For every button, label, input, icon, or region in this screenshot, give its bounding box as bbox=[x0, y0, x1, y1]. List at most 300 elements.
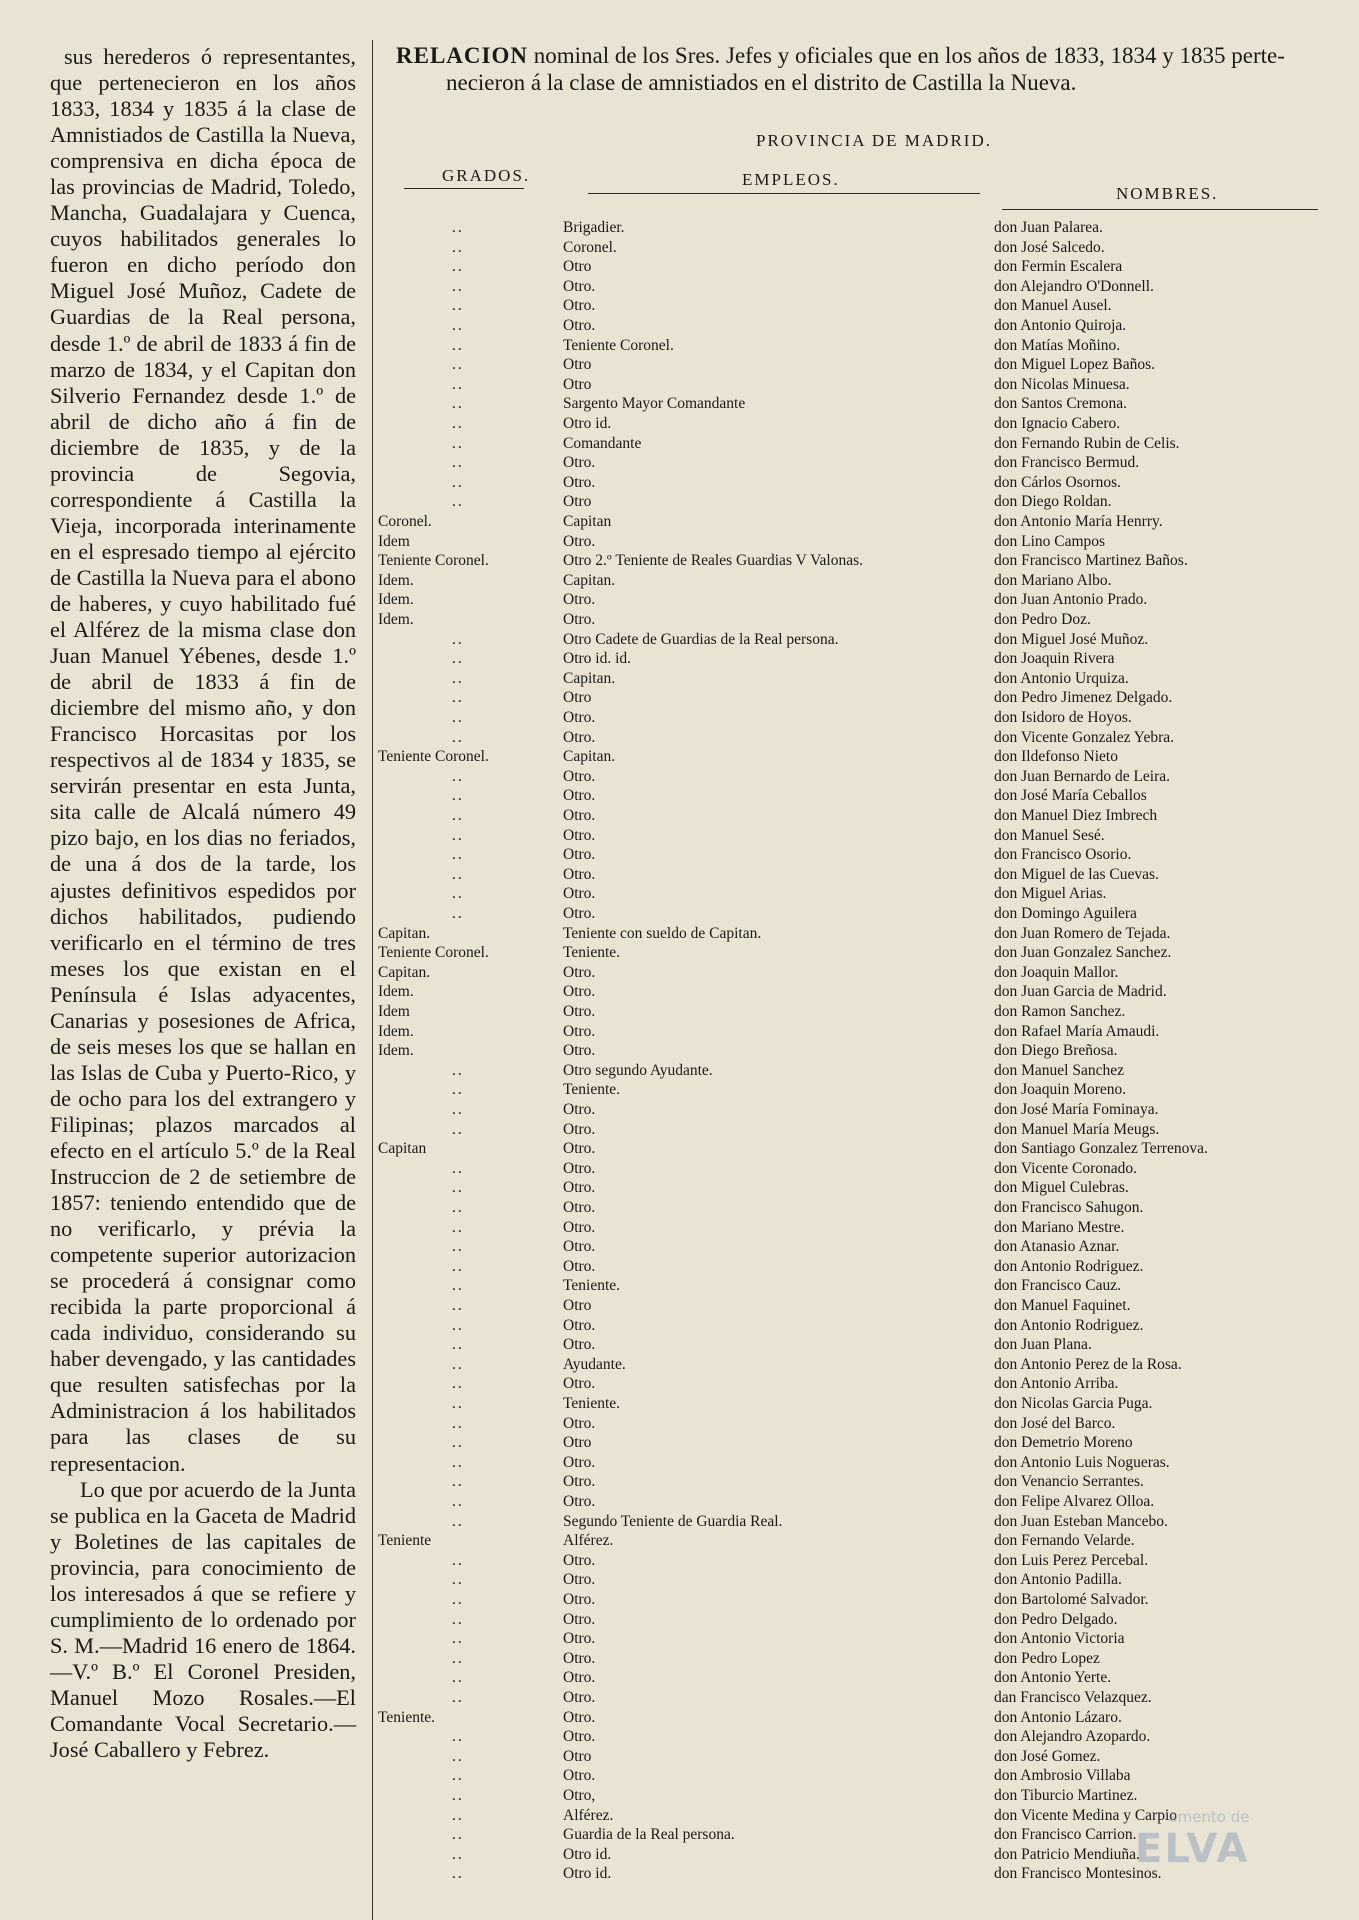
empleo-cell: Otro. bbox=[563, 1238, 596, 1256]
table-row bbox=[0, 1570, 1359, 1590]
ditto-mark: .. bbox=[452, 669, 464, 687]
grado-cell: Idem. bbox=[378, 591, 414, 609]
nombre-cell: don Juan Esteban Mancebo. bbox=[994, 1512, 1168, 1530]
table-row bbox=[0, 786, 1359, 806]
empleo-cell: Otro bbox=[563, 375, 592, 393]
empleo-cell: Otro bbox=[563, 1434, 592, 1452]
empleo-cell: Otro bbox=[563, 356, 592, 374]
ditto-mark: .. bbox=[452, 1551, 464, 1569]
ditto-mark: .. bbox=[452, 454, 464, 472]
header-line-1 bbox=[396, 42, 1326, 69]
table-row bbox=[0, 1041, 1359, 1061]
ditto-mark: .. bbox=[452, 885, 464, 903]
table-row bbox=[0, 434, 1359, 454]
empleo-cell: Capitan. bbox=[563, 571, 616, 589]
empleo-cell: Otro. bbox=[563, 1140, 596, 1158]
nombre-cell: don Ignacio Cabero. bbox=[994, 415, 1121, 432]
table-row bbox=[0, 1237, 1359, 1257]
ditto-mark: .. bbox=[452, 709, 464, 726]
ditto-mark: .. bbox=[452, 356, 464, 374]
empleo-cell: Otro. bbox=[563, 1316, 596, 1334]
table-row bbox=[0, 1080, 1359, 1100]
grado-cell: Coronel. bbox=[378, 513, 432, 530]
nombre-cell: don Francisco Martinez Baños. bbox=[994, 552, 1188, 570]
table-row bbox=[0, 1276, 1359, 1296]
nombre-cell: don Antonio Lázaro. bbox=[994, 1708, 1122, 1726]
nombre-cell: don Rafael María Amaudi. bbox=[994, 1022, 1160, 1040]
ditto-mark: .. bbox=[452, 336, 464, 354]
empleo-cell: Otro. bbox=[563, 807, 596, 824]
table-row bbox=[0, 1590, 1359, 1610]
nombre-cell: don Ildefonso Nieto bbox=[994, 748, 1118, 766]
ditto-mark: .. bbox=[452, 1316, 464, 1334]
ditto-mark: .. bbox=[452, 1610, 464, 1628]
empleo-cell: Otro. bbox=[563, 317, 596, 334]
empleo-cell: Otro. bbox=[563, 297, 596, 315]
ditto-mark: .. bbox=[452, 1845, 464, 1863]
table-row bbox=[0, 492, 1359, 512]
table-row bbox=[0, 1316, 1359, 1336]
ditto-mark: .. bbox=[452, 1689, 464, 1706]
table-row bbox=[0, 649, 1359, 669]
table-row bbox=[0, 316, 1359, 336]
nombre-cell: don Mariano Albo. bbox=[994, 571, 1112, 589]
ditto-mark: .. bbox=[452, 375, 464, 393]
grado-cell: Capitan. bbox=[378, 924, 431, 942]
empleo-cell: Otro. bbox=[563, 1728, 596, 1746]
watermark-text-small: amento de bbox=[1168, 1808, 1250, 1826]
ditto-mark: .. bbox=[452, 1277, 464, 1295]
nombre-cell: don Miguel de las Cuevas. bbox=[994, 865, 1159, 883]
table-row bbox=[0, 1708, 1359, 1728]
ditto-mark: .. bbox=[452, 1473, 464, 1491]
empleo-cell: Otro bbox=[563, 493, 592, 511]
empleo-cell: Otro. bbox=[563, 1375, 596, 1393]
empleo-cell: Otro. bbox=[563, 473, 596, 491]
table-row bbox=[0, 1355, 1359, 1375]
notice-paragraph-1: sus herederos ó representantes, que pertenecieron en los años 1833, 1834 y 1835 á la clase de Amnistiados de Castilla la Nueva, comprensiva en dicha época de las provincias de Madrid, Toledo, Mancha, Guadalajara y Cuenca, cuyos habilitados generales lo fueron en dicho período don Miguel José Muñoz, Cadete de Guardias de la Real persona, desde 1.º de abril de 1833 á fin de marzo de 1834, y el Capitan don Silverio Fernandez desde 1.º de abril de dicho año á fin de diciembre de 1835, y de la provincia de Segovia, correspondiente á Castilla la Vieja, incorporada interinamente en el espresado tiempo al ejército de Castilla la Nueva para el abono de haberes, y cuyo habilitado fué el Alférez de la misma clase don Juan Manuel Yébenes, desde 1.º de abril de 1833 á fin de diciembre del mismo año, y don Francisco Horcasitas por los respectivos al de 1834 y 1835, se servirán presentar en esta Junta, sita calle de Alcalá número 49 pizo bajo, en los dias no feriados, de una á dos de la tarde, los ajustes definitivos espedidos por dichos habilitados, pudiendo verificarlo en el término de tres meses los que existan en el Península é Islas adyacentes, Canarias y posesiones de Africa, de seis meses los que se hallan en las Islas de Cuba y Puerto-Rico, y de ocho para los del extrangero y Filipinas; plazos marcados al efecto en el artículo 5.º de la Real Instruccion de 2 de setiembre de 1857: teniendo entendido que de no verificarlo, y prévia la competente superior autorizacion se procederá á consignar como recibida la parte proporcional á cada individuo, considerando su haber devengado, y las cantidades que resulten satisfechas por la Administracion á los habilitados para las clases de su representacion. bbox=[50, 44, 356, 1476]
empleo-cell: Otro id. bbox=[563, 1865, 612, 1883]
table-row bbox=[0, 1433, 1359, 1453]
table-row bbox=[0, 375, 1359, 395]
nombre-cell: don Miguel Arias. bbox=[994, 885, 1107, 903]
province-title: PROVINCIA DE MADRID. bbox=[756, 131, 992, 150]
nombre-cell: don Diego Roldan. bbox=[994, 493, 1112, 511]
nombre-cell: don Francisco Osorio. bbox=[994, 846, 1132, 864]
table-row bbox=[0, 708, 1359, 728]
ditto-mark: .. bbox=[452, 1493, 464, 1510]
nombre-cell: don Miguel Culebras. bbox=[994, 1179, 1129, 1197]
empleo-cell: Otro. bbox=[563, 1473, 596, 1491]
ditto-mark: .. bbox=[452, 1395, 464, 1412]
nombre-cell: don Ambrosio Villaba bbox=[994, 1767, 1131, 1785]
grado-cell: Idem. bbox=[378, 1042, 414, 1060]
table-row bbox=[0, 669, 1359, 689]
grado-cell: Teniente Coronel. bbox=[378, 944, 489, 962]
empleo-cell: Otro bbox=[563, 1747, 592, 1765]
empleo-cell: Otro. bbox=[563, 1003, 596, 1020]
nombre-cell: don Santos Cremona. bbox=[994, 395, 1128, 413]
nombre-cell: don Juan Gonzalez Sanchez. bbox=[994, 944, 1172, 962]
nombre-cell: don Manuel María Meugs. bbox=[994, 1120, 1160, 1138]
nombre-cell: don Nicolas Garcia Puga. bbox=[994, 1395, 1153, 1412]
table-row bbox=[0, 845, 1359, 865]
table-row bbox=[0, 1668, 1359, 1688]
empleo-cell: Otro. bbox=[563, 1708, 596, 1726]
ditto-mark: .. bbox=[452, 787, 464, 805]
nombre-cell: don Pedro Doz. bbox=[994, 611, 1091, 628]
nombre-cell: don Demetrio Moreno bbox=[994, 1434, 1133, 1452]
table-row bbox=[0, 532, 1359, 552]
table-row bbox=[0, 924, 1359, 944]
grado-cell: Capitan bbox=[378, 1140, 427, 1158]
ditto-mark: .. bbox=[452, 1865, 464, 1883]
grado-cell: Teniente bbox=[378, 1532, 432, 1550]
table-row bbox=[0, 728, 1359, 748]
empleo-cell: Otro. bbox=[563, 1199, 596, 1216]
ditto-mark: .. bbox=[452, 807, 464, 824]
ditto-mark: .. bbox=[452, 865, 464, 883]
ditto-mark: .. bbox=[452, 1199, 464, 1216]
empleo-cell: Otro. bbox=[563, 709, 596, 726]
table-row bbox=[0, 394, 1359, 414]
nombre-cell: don Manuel Faquinet. bbox=[994, 1297, 1131, 1314]
nombre-cell: don Alejandro Azopardo. bbox=[994, 1728, 1151, 1746]
ditto-mark: .. bbox=[452, 1787, 464, 1804]
nombre-cell: don Tiburcio Martinez. bbox=[994, 1787, 1138, 1804]
table-row bbox=[0, 238, 1359, 258]
ditto-mark: .. bbox=[452, 473, 464, 491]
table-row bbox=[0, 747, 1359, 767]
table-row bbox=[0, 630, 1359, 650]
nombre-cell: don Miguel Lopez Baños. bbox=[994, 356, 1156, 374]
ditto-mark: .. bbox=[452, 1120, 464, 1138]
empleo-cell: Otro segundo Ayudante. bbox=[563, 1061, 713, 1079]
table-row bbox=[0, 512, 1359, 532]
empleo-cell: Otro bbox=[563, 1297, 592, 1314]
empleo-cell: Teniente. bbox=[563, 1395, 621, 1412]
ditto-mark: .. bbox=[452, 689, 464, 707]
nombre-cell: don Pedro Lopez bbox=[994, 1649, 1100, 1667]
nombre-cell: don Francisco Montesinos. bbox=[994, 1865, 1162, 1883]
empleo-cell: Teniente Coronel. bbox=[563, 336, 674, 354]
table-row bbox=[0, 1629, 1359, 1649]
grado-cell: Teniente Coronel. bbox=[378, 748, 489, 766]
nombre-cell: don Antonio Rodriguez. bbox=[994, 1257, 1144, 1275]
table-row bbox=[0, 296, 1359, 316]
nombre-cell: don Antonio Victoria bbox=[994, 1630, 1125, 1648]
table-row bbox=[0, 355, 1359, 375]
empleo-cell: Guardia de la Real persona. bbox=[563, 1826, 735, 1844]
archive-watermark bbox=[1135, 1808, 1250, 1872]
table-row bbox=[0, 1531, 1359, 1551]
empleo-cell: Otro. bbox=[563, 728, 596, 746]
ditto-mark: .. bbox=[452, 826, 464, 844]
nombre-cell: don Vicente Gonzalez Yebra. bbox=[994, 728, 1174, 746]
empleo-cell: Otro. bbox=[563, 1257, 596, 1275]
ditto-mark: .. bbox=[452, 728, 464, 746]
empleo-cell: Otro. bbox=[563, 1120, 596, 1138]
col-rule-empleos bbox=[588, 193, 980, 194]
empleo-cell: Otro. bbox=[563, 1101, 596, 1118]
header-lead: RELACION bbox=[396, 43, 528, 68]
nombre-cell: don Joaquin Mallor. bbox=[994, 963, 1119, 981]
ditto-mark: .. bbox=[452, 1728, 464, 1746]
empleo-cell: Otro. bbox=[563, 1159, 596, 1177]
table-row bbox=[0, 1727, 1359, 1747]
ditto-mark: .. bbox=[452, 277, 464, 295]
ditto-mark: .. bbox=[452, 1630, 464, 1648]
col-header-empleos: EMPLEOS. bbox=[742, 170, 840, 189]
ditto-mark: .. bbox=[452, 317, 464, 334]
nombre-cell: don José María Ceballos bbox=[994, 787, 1147, 805]
nombre-cell: don Manuel Sanchez bbox=[994, 1061, 1124, 1079]
empleo-cell: Otro. bbox=[563, 826, 596, 844]
empleo-cell: Otro bbox=[563, 689, 592, 707]
table-row bbox=[0, 414, 1359, 434]
nombre-cell: don Diego Breñosa. bbox=[994, 1042, 1118, 1060]
col-header-grados: GRADOS. bbox=[442, 166, 531, 185]
table-row bbox=[0, 1551, 1359, 1571]
empleo-cell: Otro. bbox=[563, 1689, 596, 1706]
nombre-cell: don Juan Palarea. bbox=[994, 219, 1103, 236]
nombre-cell: don Santiago Gonzalez Terrenova. bbox=[994, 1140, 1208, 1158]
table-row bbox=[0, 1159, 1359, 1179]
table-row bbox=[0, 1610, 1359, 1630]
empleo-cell: Capitan. bbox=[563, 748, 616, 766]
list-header bbox=[396, 42, 1326, 96]
empleo-cell: Otro. bbox=[563, 767, 596, 785]
nombre-cell: don Venancio Serrantes. bbox=[994, 1473, 1144, 1491]
empleo-cell: Otro. bbox=[563, 532, 596, 550]
table-row bbox=[0, 1120, 1359, 1140]
ditto-mark: .. bbox=[452, 630, 464, 648]
nombre-cell: don Antonio Urquiza. bbox=[994, 669, 1129, 687]
notice-paragraph-2: Lo que por acuerdo de la Junta se publica en la Gaceta de Madrid y Boletines de las capitales de provincia, para conocimiento de los interesados á que se refiere y cumplimiento de lo ordenado por S. M.—Madrid 16 enero de 1864.—V.º B.º El Coronel Presiden, Manuel Mozo Rosales.—El Comandante Vocal Secretario.—José Caballero y Febrez. bbox=[50, 1476, 356, 1763]
empleo-cell: Otro. bbox=[563, 963, 596, 981]
ditto-mark: .. bbox=[452, 1336, 464, 1354]
nombre-cell: don José María Fominaya. bbox=[994, 1101, 1159, 1118]
empleo-cell: Sargento Mayor Comandante bbox=[563, 395, 746, 413]
empleo-cell: Otro Cadete de Guardias de la Real persona. bbox=[563, 630, 839, 648]
empleo-cell: Teniente. bbox=[563, 1277, 621, 1295]
nombre-cell: don Fermin Escalera bbox=[994, 258, 1123, 276]
empleo-cell: Teniente. bbox=[563, 944, 621, 962]
ditto-mark: .. bbox=[452, 767, 464, 785]
grado-cell: Idem. bbox=[378, 571, 414, 589]
table-row bbox=[0, 590, 1359, 610]
table-row bbox=[0, 1257, 1359, 1277]
nombre-cell: don Fernando Rubin de Celis. bbox=[994, 434, 1180, 452]
nombre-cell: don Antonio Rodriguez. bbox=[994, 1316, 1144, 1334]
table-row bbox=[0, 1296, 1359, 1316]
nombre-cell: don Miguel José Muñoz. bbox=[994, 630, 1149, 648]
table-row bbox=[0, 1492, 1359, 1512]
table-row bbox=[0, 1688, 1359, 1708]
grado-cell: Teniente Coronel. bbox=[378, 552, 489, 570]
empleo-cell: Otro. bbox=[563, 905, 596, 922]
nombre-cell: don Lino Campos bbox=[994, 532, 1106, 550]
empleo-cell: Capitan bbox=[563, 513, 612, 530]
ditto-mark: .. bbox=[452, 434, 464, 452]
table-row bbox=[0, 571, 1359, 591]
nombre-cell: don Luis Perez Percebal. bbox=[994, 1551, 1149, 1569]
nombre-cell: don Bartolomé Salvador. bbox=[994, 1591, 1149, 1608]
nombre-cell: don José Salcedo. bbox=[994, 238, 1105, 256]
empleo-cell: Otro. bbox=[563, 1493, 596, 1510]
ditto-mark: .. bbox=[452, 1453, 464, 1471]
table-row bbox=[0, 1335, 1359, 1355]
ditto-mark: .. bbox=[452, 1101, 464, 1118]
nombre-cell: don Isidoro de Hoyos. bbox=[994, 709, 1132, 726]
empleo-cell: Otro. bbox=[563, 1591, 596, 1608]
ditto-mark: .. bbox=[452, 1375, 464, 1393]
grado-cell: Idem. bbox=[378, 611, 414, 628]
nombre-cell: don Francisco Cauz. bbox=[994, 1277, 1121, 1295]
empleo-cell: Otro. bbox=[563, 1669, 596, 1687]
table-row bbox=[0, 1512, 1359, 1532]
table-row bbox=[0, 257, 1359, 277]
empleo-cell: Alférez. bbox=[563, 1806, 614, 1824]
table-row bbox=[0, 277, 1359, 297]
empleo-cell: Otro id. id. bbox=[563, 650, 632, 668]
ditto-mark: .. bbox=[452, 1591, 464, 1608]
table-row bbox=[0, 1453, 1359, 1473]
nombre-cell: don Atanasio Aznar. bbox=[994, 1238, 1120, 1256]
nombre-cell: don Alejandro O'Donnell. bbox=[994, 277, 1154, 295]
table-row bbox=[0, 943, 1359, 963]
table-row bbox=[0, 904, 1359, 924]
empleo-cell: Otro. bbox=[563, 1042, 596, 1060]
empleo-cell: Otro. bbox=[563, 1022, 596, 1040]
nombre-cell: don Francisco Sahugon. bbox=[994, 1199, 1144, 1216]
empleo-cell: Otro. bbox=[563, 611, 596, 628]
nombre-cell: don Antonio Quiroja. bbox=[994, 317, 1127, 334]
empleo-cell: Otro. bbox=[563, 1610, 596, 1628]
table-row bbox=[0, 473, 1359, 493]
nombre-cell: don Fernando Velarde. bbox=[994, 1532, 1135, 1550]
empleo-cell: Otro. bbox=[563, 1551, 596, 1569]
table-row bbox=[0, 1394, 1359, 1414]
nombre-cell: don Francisco Carrion. bbox=[994, 1826, 1137, 1844]
ditto-mark: .. bbox=[452, 1355, 464, 1373]
nombre-cell: don Vicente Coronado. bbox=[994, 1159, 1137, 1177]
ditto-mark: .. bbox=[452, 395, 464, 413]
table-row bbox=[0, 767, 1359, 787]
table-row bbox=[0, 806, 1359, 826]
nombre-cell: don Juan Plana. bbox=[994, 1336, 1092, 1354]
empleo-cell: Otro id. bbox=[563, 1845, 612, 1863]
nombre-cell: don Manuel Sesé. bbox=[994, 826, 1105, 844]
table-row bbox=[0, 453, 1359, 473]
table-row bbox=[0, 1178, 1359, 1198]
empleo-cell: Otro. bbox=[563, 454, 596, 472]
table-row bbox=[0, 1061, 1359, 1081]
nombre-cell: don Mariano Mestre. bbox=[994, 1218, 1125, 1236]
table-row bbox=[0, 336, 1359, 356]
nombre-cell: don Manuel Diez Imbrech bbox=[994, 807, 1158, 824]
ditto-mark: .. bbox=[452, 1571, 464, 1589]
nombre-cell: don Juan Garcia de Madrid. bbox=[994, 983, 1167, 1001]
ditto-mark: .. bbox=[452, 1061, 464, 1079]
table-row bbox=[0, 1022, 1359, 1042]
nombre-cell: don Juan Antonio Prado. bbox=[994, 591, 1148, 609]
ditto-mark: .. bbox=[452, 1297, 464, 1314]
nombre-cell: don Patricio Mendiuña. bbox=[994, 1845, 1140, 1863]
ditto-mark: .. bbox=[452, 1767, 464, 1785]
ditto-mark: .. bbox=[452, 1238, 464, 1256]
empleo-cell: Teniente con sueldo de Capitan. bbox=[563, 924, 762, 942]
ditto-mark: .. bbox=[452, 1434, 464, 1452]
nombre-cell: don Joaquin Rivera bbox=[994, 650, 1115, 668]
ditto-mark: .. bbox=[452, 846, 464, 864]
col-rule-nombres bbox=[1002, 209, 1318, 210]
ditto-mark: .. bbox=[452, 1414, 464, 1432]
ditto-mark: .. bbox=[452, 1649, 464, 1667]
header-line-2: necieron á la clase de amnistiados en el distrito de Castilla la Nueva. bbox=[446, 70, 1077, 95]
table-row bbox=[0, 551, 1359, 571]
ditto-mark: .. bbox=[452, 1669, 464, 1687]
empleo-cell: Otro. bbox=[563, 277, 596, 295]
nombre-cell: don Manuel Ausel. bbox=[994, 297, 1112, 315]
table-row bbox=[0, 218, 1359, 238]
nombre-cell: don Antonio Arriba. bbox=[994, 1375, 1119, 1393]
empleo-cell: Otro 2.º Teniente de Reales Guardias V Valonas. bbox=[563, 552, 864, 570]
col-header-nombres: NOMBRES. bbox=[1116, 184, 1219, 203]
grado-cell: Teniente. bbox=[378, 1708, 436, 1726]
ditto-mark: .. bbox=[452, 258, 464, 276]
ditto-mark: .. bbox=[452, 1257, 464, 1275]
table-row bbox=[0, 884, 1359, 904]
empleo-cell: Otro. bbox=[563, 1630, 596, 1648]
nombre-cell: don Antonio Padilla. bbox=[994, 1571, 1122, 1589]
nombre-cell: don Felipe Alvarez Olloa. bbox=[994, 1493, 1155, 1510]
nombre-cell: don José Gomez. bbox=[994, 1747, 1101, 1765]
table-row bbox=[0, 982, 1359, 1002]
empleo-cell: Otro id. bbox=[563, 415, 612, 432]
grado-cell: Idem bbox=[378, 532, 410, 550]
empleo-cell: Brigadier. bbox=[563, 219, 625, 236]
grado-cell: Capitan. bbox=[378, 963, 431, 981]
table-row bbox=[0, 865, 1359, 885]
empleo-cell: Otro. bbox=[563, 1767, 596, 1785]
watermark-text-big: ELVA bbox=[1135, 1826, 1250, 1872]
empleo-cell: Otro. bbox=[563, 846, 596, 864]
table-row bbox=[0, 1002, 1359, 1022]
table-row bbox=[0, 1139, 1359, 1159]
empleo-cell: Otro. bbox=[563, 1218, 596, 1236]
ditto-mark: .. bbox=[452, 1512, 464, 1530]
nombre-cell: dan Francisco Velazquez. bbox=[994, 1689, 1152, 1706]
empleo-cell: Otro. bbox=[563, 885, 596, 903]
nombre-cell: don Pedro Delgado. bbox=[994, 1610, 1118, 1628]
ditto-mark: .. bbox=[452, 297, 464, 315]
ditto-mark: .. bbox=[452, 219, 464, 236]
grado-cell: Idem bbox=[378, 1003, 410, 1020]
ditto-mark: .. bbox=[452, 1806, 464, 1824]
nombre-cell: don Domingo Aguilera bbox=[994, 905, 1137, 922]
table-row bbox=[0, 1198, 1359, 1218]
nombre-cell: don Matías Moñino. bbox=[994, 336, 1121, 354]
ditto-mark: .. bbox=[452, 415, 464, 432]
empleo-cell: Coronel. bbox=[563, 238, 617, 256]
empleo-cell: Teniente. bbox=[563, 1081, 621, 1099]
col-rule-grados bbox=[404, 188, 524, 189]
nombre-cell: don Nicolas Minuesa. bbox=[994, 375, 1130, 393]
ditto-mark: .. bbox=[452, 1081, 464, 1099]
table-row bbox=[0, 826, 1359, 846]
ditto-mark: .. bbox=[452, 1218, 464, 1236]
